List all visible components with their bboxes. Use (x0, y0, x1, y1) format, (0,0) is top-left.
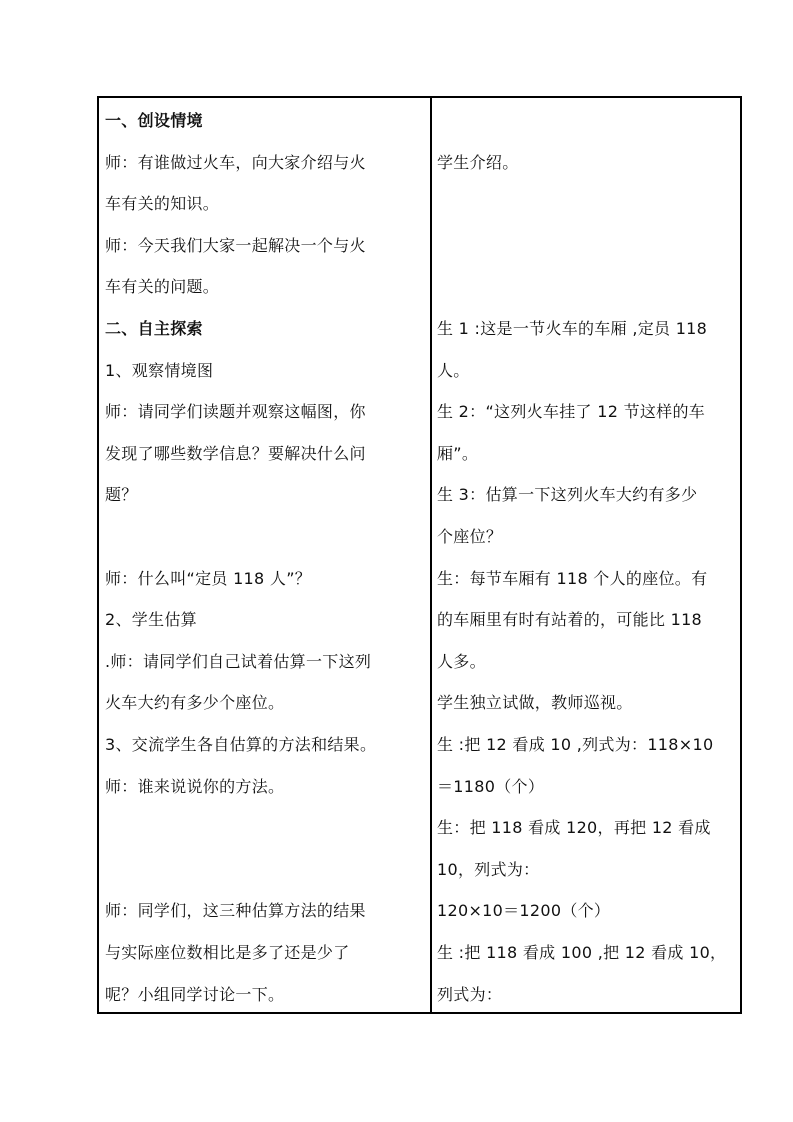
student-line: 个座位？ (437, 527, 503, 546)
teacher-line: 题？ (105, 485, 138, 505)
student-line: 学生独立试做，教师巡视。 (437, 693, 633, 713)
column-divider (430, 98, 432, 1012)
teacher-line: 与实际座位数相比是多了还是少了 (105, 943, 350, 962)
teacher-line: 师：同学们，这三种估算方法的结果 (105, 901, 366, 921)
student-line: 生 :把 12 看成 10 ,列式为：118×10 (437, 735, 714, 754)
teacher-line: .师：请同学们自己试着估算一下这列 (105, 651, 372, 671)
student-line: ＝1180（个） (437, 776, 545, 796)
teacher-line: 二、自主探索 (105, 319, 203, 338)
student-line: 人。 (437, 360, 470, 380)
teacher-line: 1、观察情境图 (105, 360, 214, 380)
student-line: 的车厢里有时有站着的，可能比 118 (437, 610, 703, 630)
teacher-line: 师：什么叫“定员 118 人”？ (105, 568, 312, 588)
student-line: 生 :把 118 看成 100 ,把 12 看成 10， (437, 943, 727, 962)
teacher-line: 发现了哪些数学信息？要解决什么问 (105, 443, 366, 463)
lesson-table (97, 96, 742, 1014)
student-line: 生：每节车厢有 118 个人的座位。有 (437, 568, 708, 588)
student-line: 120×10＝1200（个） (437, 901, 611, 921)
student-line: 列式为： (437, 984, 503, 1004)
teacher-line: 火车大约有多少个座位。 (105, 693, 285, 713)
teacher-line: 师：有谁做过火车，向大家介绍与火 (105, 152, 366, 172)
student-line: 学生介绍。 (437, 152, 519, 172)
student-line: 厢”。 (437, 443, 479, 463)
teacher-line: 师：今天我们大家一起解决一个与火 (105, 235, 366, 255)
teacher-line: 车有关的知识。 (105, 194, 220, 214)
teacher-line: 师：请同学们读题并观察这幅图，你 (105, 402, 366, 422)
student-line: 生 3：估算一下这列火车大约有多少 (437, 485, 698, 505)
teacher-line: 一、创设情境 (105, 111, 203, 130)
student-line: 生 1 :这是一节火车的车厢 ,定员 118 (437, 319, 708, 338)
teacher-line: 3、交流学生各自估算的方法和结果。 (105, 735, 377, 754)
teacher-line: 呢？小组同学讨论一下。 (105, 984, 285, 1004)
student-line: 人多。 (437, 651, 486, 671)
student-line: 10，列式为： (437, 859, 540, 879)
student-line: 生：把 118 看成 120，再把 12 看成 (437, 818, 711, 838)
student-line: 生 2：“这列火车挂了 12 节这样的车 (437, 402, 706, 422)
teacher-line: 师：谁来说说你的方法。 (105, 776, 285, 796)
teacher-line: 车有关的问题。 (105, 277, 220, 297)
teacher-line: 2、学生估算 (105, 610, 197, 630)
